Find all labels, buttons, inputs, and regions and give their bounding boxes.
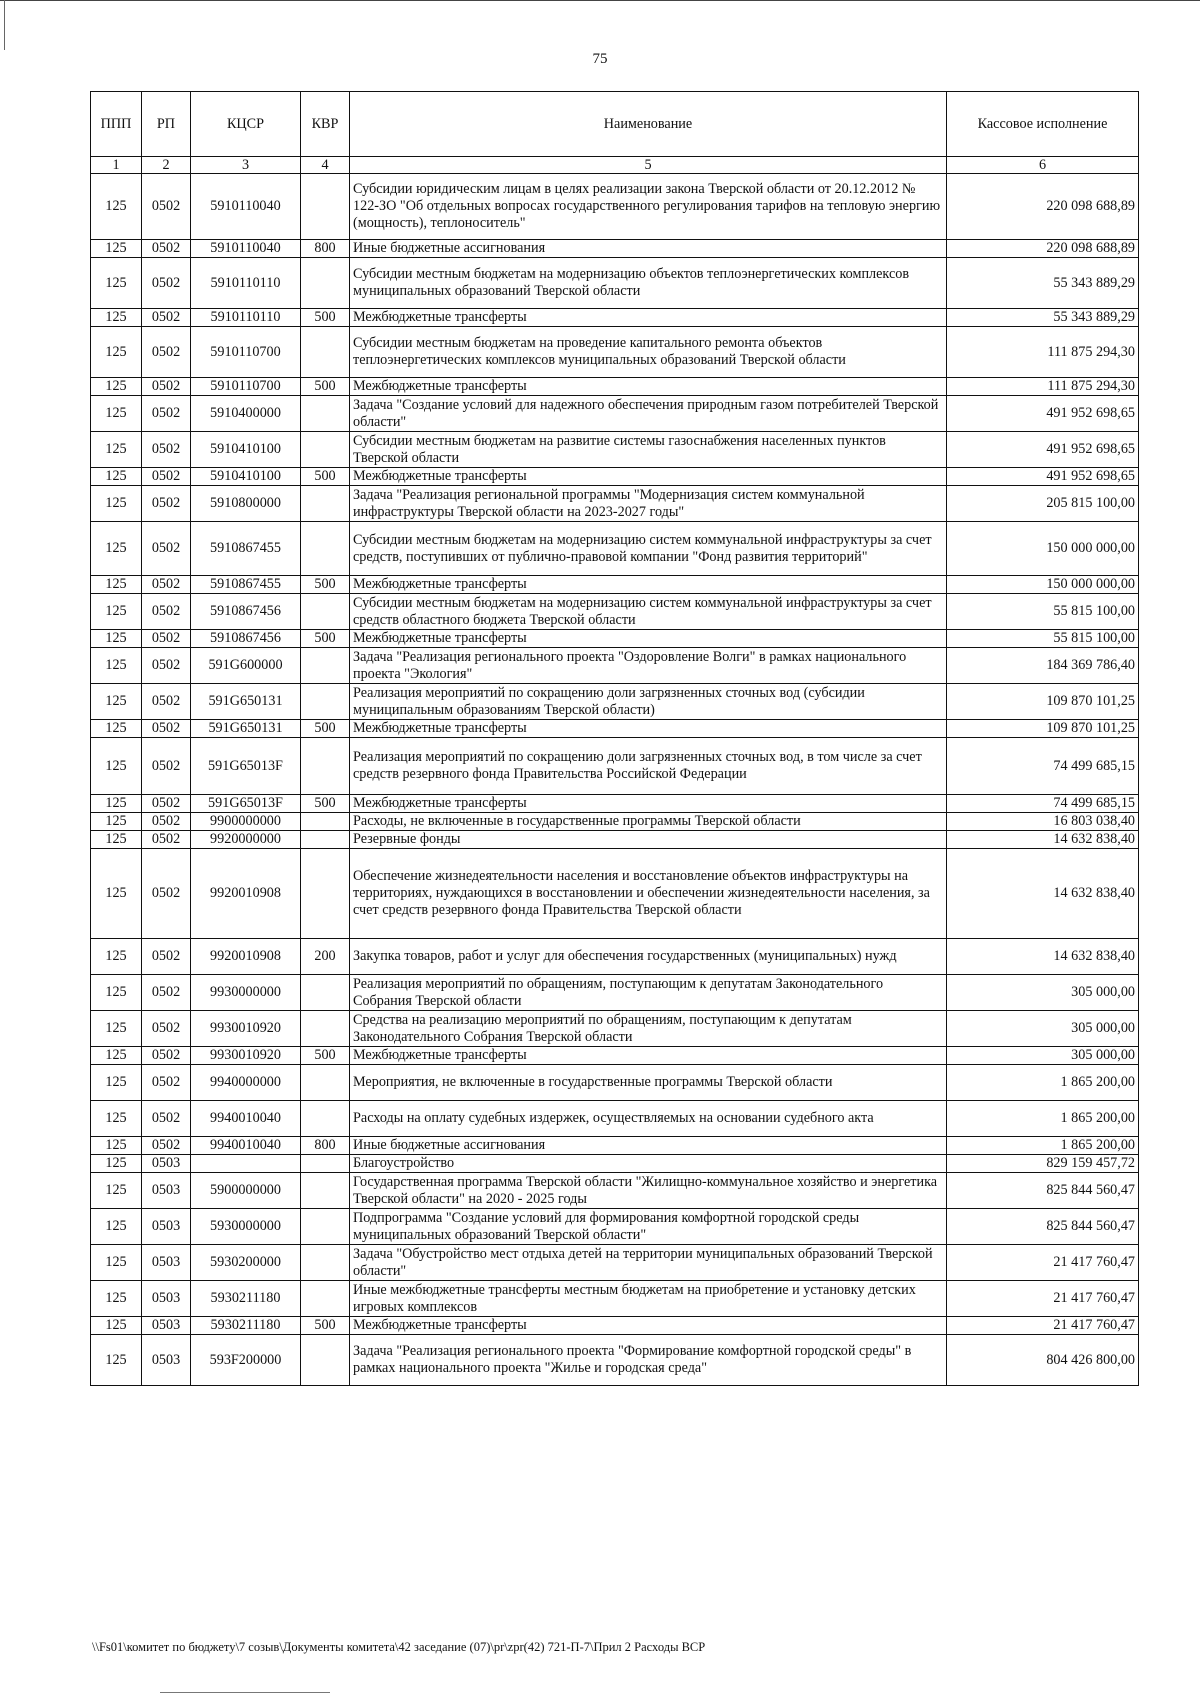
cell-ppp: 125 xyxy=(91,378,142,396)
cell-ppp: 125 xyxy=(91,240,142,258)
cell-kcsr: 5930000000 xyxy=(191,1209,301,1245)
cell-kvr xyxy=(301,813,350,831)
cell-rp: 0503 xyxy=(142,1245,191,1281)
cell-kcsr: 593F200000 xyxy=(191,1335,301,1386)
cell-ppp: 125 xyxy=(91,684,142,720)
cell-amount: 74 499 685,15 xyxy=(947,738,1139,795)
cell-rp: 0502 xyxy=(142,240,191,258)
cell-name: Межбюджетные трансферты xyxy=(350,1317,947,1335)
cell-ppp: 125 xyxy=(91,1173,142,1209)
cell-name: Государственная программа Тверской области "Жилищно-коммунальное хозяйство и энергетика Тверской области" на 2020 - 2025 годы xyxy=(350,1173,947,1209)
cell-kvr xyxy=(301,1281,350,1317)
cell-ppp: 125 xyxy=(91,1065,142,1101)
cell-ppp: 125 xyxy=(91,849,142,939)
budget-table xyxy=(90,91,1139,1386)
column-number: 1 xyxy=(91,157,142,174)
table-row xyxy=(91,594,1139,630)
cell-rp: 0503 xyxy=(142,1173,191,1209)
cell-amount: 491 952 698,65 xyxy=(947,468,1139,486)
cell-name: Благоустройство xyxy=(350,1155,947,1173)
cell-rp: 0502 xyxy=(142,1011,191,1047)
footer-file-path: \\Fs01\комитет по бюджету\7 созыв\Документы комитета\42 заседание (07)\pr\zpr(42) 721-П-7\Прил 2 Расходы ВСР xyxy=(92,1640,706,1654)
cell-ppp: 125 xyxy=(91,1101,142,1137)
cell-amount: 14 632 838,40 xyxy=(947,831,1139,849)
cell-name: Реализация мероприятий по обращениям, поступающим к депутатам Законодательного Собрания Тверской области xyxy=(350,975,947,1011)
table-row xyxy=(91,522,1139,576)
cell-kvr: 500 xyxy=(301,468,350,486)
cell-kcsr: 9920010908 xyxy=(191,939,301,975)
cell-name: Межбюджетные трансферты xyxy=(350,630,947,648)
table-row xyxy=(91,486,1139,522)
cell-rp: 0502 xyxy=(142,378,191,396)
cell-kvr: 800 xyxy=(301,240,350,258)
header-kcsr: КЦСР xyxy=(191,92,301,157)
cell-kcsr: 9930000000 xyxy=(191,975,301,1011)
table-row xyxy=(91,720,1139,738)
cell-kvr xyxy=(301,684,350,720)
header-name: Наименование xyxy=(350,92,947,157)
cell-amount: 21 417 760,47 xyxy=(947,1317,1139,1335)
cell-name: Задача "Создание условий для надежного обеспечения природным газом потребителей Тверской области" xyxy=(350,396,947,432)
cell-kcsr: 9900000000 xyxy=(191,813,301,831)
cell-ppp: 125 xyxy=(91,831,142,849)
cell-kcsr: 591G65013F xyxy=(191,738,301,795)
cell-rp: 0502 xyxy=(142,174,191,240)
table-row xyxy=(91,1335,1139,1386)
table-row xyxy=(91,174,1139,240)
cell-kcsr: 5930200000 xyxy=(191,1245,301,1281)
cell-name: Подпрограмма "Создание условий для формирования комфортной городской среды муниципальных образований Тверской области" xyxy=(350,1209,947,1245)
cell-amount: 205 815 100,00 xyxy=(947,486,1139,522)
cell-name: Иные бюджетные ассигнования xyxy=(350,240,947,258)
cell-kvr xyxy=(301,738,350,795)
cell-kcsr: 591G650131 xyxy=(191,684,301,720)
cell-ppp: 125 xyxy=(91,432,142,468)
table-row xyxy=(91,975,1139,1011)
cell-kcsr: 9940010040 xyxy=(191,1137,301,1155)
cell-amount: 1 865 200,00 xyxy=(947,1137,1139,1155)
cell-kvr: 500 xyxy=(301,795,350,813)
cell-amount: 184 369 786,40 xyxy=(947,648,1139,684)
table-row xyxy=(91,849,1139,939)
cell-kvr xyxy=(301,1209,350,1245)
cell-name: Закупка товаров, работ и услуг для обеспечения государственных (муниципальных) нужд xyxy=(350,939,947,975)
cell-name: Межбюджетные трансферты xyxy=(350,378,947,396)
table-row xyxy=(91,831,1139,849)
cell-kcsr: 5910410100 xyxy=(191,468,301,486)
cell-rp: 0502 xyxy=(142,1047,191,1065)
column-number: 4 xyxy=(301,157,350,174)
cell-rp: 0503 xyxy=(142,1335,191,1386)
cell-name: Иные межбюджетные трансферты местным бюджетам на приобретение и установку детских игровых комплексов xyxy=(350,1281,947,1317)
cell-rp: 0502 xyxy=(142,831,191,849)
table-row xyxy=(91,1245,1139,1281)
cell-ppp: 125 xyxy=(91,396,142,432)
cell-name: Задача "Реализация региональной программы "Модернизация систем коммунальной инфраструктуры Тверской области на 2023-2027 годы" xyxy=(350,486,947,522)
table-row xyxy=(91,468,1139,486)
cell-amount: 491 952 698,65 xyxy=(947,432,1139,468)
cell-name: Субсидии местным бюджетам на модернизацию систем коммунальной инфраструктуры за счет средств областного бюджета Тверской области xyxy=(350,594,947,630)
cell-name: Обеспечение жизнедеятельности населения и восстановление объектов инфраструктуры на территориях, нуждающихся в восстановлении и обеспечении жизнедеятельности населения, за счет средств резервного фонда Правительства Тверской области xyxy=(350,849,947,939)
table-row xyxy=(91,1137,1139,1155)
cell-kcsr: 5910110040 xyxy=(191,174,301,240)
cell-amount: 74 499 685,15 xyxy=(947,795,1139,813)
cell-kvr xyxy=(301,486,350,522)
cell-ppp: 125 xyxy=(91,174,142,240)
cell-kcsr: 5900000000 xyxy=(191,1173,301,1209)
cell-ppp: 125 xyxy=(91,1047,142,1065)
table-row xyxy=(91,648,1139,684)
cell-kcsr: 5910867456 xyxy=(191,594,301,630)
table-row xyxy=(91,1047,1139,1065)
cell-amount: 305 000,00 xyxy=(947,975,1139,1011)
cell-amount: 109 870 101,25 xyxy=(947,684,1139,720)
cell-amount: 305 000,00 xyxy=(947,1011,1139,1047)
cell-amount: 150 000 000,00 xyxy=(947,576,1139,594)
cell-name: Задача "Обустройство мест отдыха детей на территории муниципальных образований Тверской области" xyxy=(350,1245,947,1281)
cell-kcsr: 9920010908 xyxy=(191,849,301,939)
header-row xyxy=(91,92,1139,157)
cell-amount: 804 426 800,00 xyxy=(947,1335,1139,1386)
cell-name: Задача "Реализация регионального проекта "Оздоровление Волги" в рамках национального проекта "Экология" xyxy=(350,648,947,684)
cell-name: Межбюджетные трансферты xyxy=(350,576,947,594)
header-amount: Кассовое исполнение xyxy=(947,92,1139,157)
table-row xyxy=(91,1011,1139,1047)
cell-rp: 0503 xyxy=(142,1209,191,1245)
cell-rp: 0502 xyxy=(142,648,191,684)
table-row xyxy=(91,432,1139,468)
table-row xyxy=(91,240,1139,258)
cell-kcsr xyxy=(191,1155,301,1173)
cell-kvr xyxy=(301,594,350,630)
cell-ppp: 125 xyxy=(91,1317,142,1335)
cell-amount: 491 952 698,65 xyxy=(947,396,1139,432)
cell-rp: 0502 xyxy=(142,396,191,432)
cell-name: Субсидии местным бюджетам на проведение капитального ремонта объектов теплоэнергетических комплексов муниципальных образований Тверской области xyxy=(350,327,947,378)
cell-kcsr: 9920000000 xyxy=(191,831,301,849)
cell-kvr xyxy=(301,1155,350,1173)
table-row xyxy=(91,378,1139,396)
cell-rp: 0502 xyxy=(142,522,191,576)
cell-ppp: 125 xyxy=(91,1137,142,1155)
cell-name: Субсидии местным бюджетам на модернизацию объектов теплоэнергетических комплексов муниципальных образований Тверской области xyxy=(350,258,947,309)
column-number: 2 xyxy=(142,157,191,174)
table-row xyxy=(91,1065,1139,1101)
cell-kcsr: 5910110110 xyxy=(191,258,301,309)
cell-name: Резервные фонды xyxy=(350,831,947,849)
cell-kvr xyxy=(301,1335,350,1386)
cell-rp: 0502 xyxy=(142,576,191,594)
cell-rp: 0502 xyxy=(142,738,191,795)
cell-name: Межбюджетные трансферты xyxy=(350,468,947,486)
cell-rp: 0502 xyxy=(142,975,191,1011)
cell-kcsr: 5910110040 xyxy=(191,240,301,258)
cell-kvr xyxy=(301,432,350,468)
cell-amount: 825 844 560,47 xyxy=(947,1173,1139,1209)
table-row xyxy=(91,576,1139,594)
cell-kvr xyxy=(301,831,350,849)
cell-ppp: 125 xyxy=(91,975,142,1011)
cell-kcsr: 5910800000 xyxy=(191,486,301,522)
cell-name: Межбюджетные трансферты xyxy=(350,309,947,327)
cell-rp: 0502 xyxy=(142,939,191,975)
scan-border-left xyxy=(4,0,5,50)
cell-amount: 305 000,00 xyxy=(947,1047,1139,1065)
cell-kcsr: 9940010040 xyxy=(191,1101,301,1137)
cell-name: Межбюджетные трансферты xyxy=(350,1047,947,1065)
cell-name: Мероприятия, не включенные в государственные программы Тверской области xyxy=(350,1065,947,1101)
table-row xyxy=(91,684,1139,720)
table-row xyxy=(91,258,1139,309)
cell-ppp: 125 xyxy=(91,1155,142,1173)
cell-kvr: 500 xyxy=(301,576,350,594)
cell-amount: 220 098 688,89 xyxy=(947,174,1139,240)
cell-rp: 0502 xyxy=(142,630,191,648)
table-row xyxy=(91,1209,1139,1245)
cell-rp: 0502 xyxy=(142,813,191,831)
header-rp: РП xyxy=(142,92,191,157)
cell-rp: 0502 xyxy=(142,594,191,630)
cell-amount: 111 875 294,30 xyxy=(947,378,1139,396)
cell-name: Субсидии местным бюджетам на модернизацию систем коммунальной инфраструктуры за счет средств, поступивших от публично-правовой компании "Фонд развития территорий" xyxy=(350,522,947,576)
cell-name: Расходы, не включенные в государственные программы Тверской области xyxy=(350,813,947,831)
cell-ppp: 125 xyxy=(91,1335,142,1386)
cell-kcsr: 5910867456 xyxy=(191,630,301,648)
cell-ppp: 125 xyxy=(91,594,142,630)
cell-amount: 220 098 688,89 xyxy=(947,240,1139,258)
table-row xyxy=(91,309,1139,327)
cell-rp: 0502 xyxy=(142,684,191,720)
table-row xyxy=(91,1173,1139,1209)
cell-amount: 825 844 560,47 xyxy=(947,1209,1139,1245)
cell-kcsr: 591G650131 xyxy=(191,720,301,738)
cell-rp: 0502 xyxy=(142,309,191,327)
cell-kvr xyxy=(301,522,350,576)
cell-amount: 109 870 101,25 xyxy=(947,720,1139,738)
cell-amount: 55 815 100,00 xyxy=(947,594,1139,630)
cell-kcsr: 5910867455 xyxy=(191,522,301,576)
cell-rp: 0502 xyxy=(142,849,191,939)
cell-rp: 0502 xyxy=(142,468,191,486)
cell-kvr xyxy=(301,975,350,1011)
cell-kvr xyxy=(301,648,350,684)
cell-kvr: 500 xyxy=(301,630,350,648)
cell-ppp: 125 xyxy=(91,468,142,486)
cell-kcsr: 9930010920 xyxy=(191,1047,301,1065)
cell-kcsr: 5910410100 xyxy=(191,432,301,468)
cell-amount: 829 159 457,72 xyxy=(947,1155,1139,1173)
cell-ppp: 125 xyxy=(91,1281,142,1317)
cell-name: Реализация мероприятий по сокращению доли загрязненных сточных вод, в том числе за счет средств резервного фонда Правительства Российской Федерации xyxy=(350,738,947,795)
column-number: 3 xyxy=(191,157,301,174)
cell-rp: 0502 xyxy=(142,432,191,468)
cell-amount: 55 343 889,29 xyxy=(947,258,1139,309)
cell-rp: 0503 xyxy=(142,1155,191,1173)
cell-amount: 150 000 000,00 xyxy=(947,522,1139,576)
cell-amount: 14 632 838,40 xyxy=(947,939,1139,975)
cell-kcsr: 5910867455 xyxy=(191,576,301,594)
column-number-row xyxy=(91,157,1139,174)
cell-name: Иные бюджетные ассигнования xyxy=(350,1137,947,1155)
cell-rp: 0502 xyxy=(142,720,191,738)
table-row xyxy=(91,1155,1139,1173)
cell-amount: 21 417 760,47 xyxy=(947,1281,1139,1317)
table-row xyxy=(91,939,1139,975)
cell-kcsr: 5910110700 xyxy=(191,378,301,396)
cell-kvr xyxy=(301,1245,350,1281)
cell-amount: 21 417 760,47 xyxy=(947,1245,1139,1281)
cell-name: Расходы на оплату судебных издержек, осуществляемых на основании судебного акта xyxy=(350,1101,947,1137)
scan-border-bottom xyxy=(160,1692,330,1693)
cell-kcsr: 591G600000 xyxy=(191,648,301,684)
cell-rp: 0502 xyxy=(142,1065,191,1101)
cell-kvr: 500 xyxy=(301,378,350,396)
header-ppp: ППП xyxy=(91,92,142,157)
cell-kvr xyxy=(301,849,350,939)
table-row xyxy=(91,1101,1139,1137)
cell-kvr: 200 xyxy=(301,939,350,975)
cell-amount: 55 815 100,00 xyxy=(947,630,1139,648)
cell-kvr xyxy=(301,174,350,240)
cell-ppp: 125 xyxy=(91,576,142,594)
cell-ppp: 125 xyxy=(91,1011,142,1047)
cell-ppp: 125 xyxy=(91,522,142,576)
cell-ppp: 125 xyxy=(91,1245,142,1281)
cell-kvr xyxy=(301,1011,350,1047)
cell-kvr xyxy=(301,1065,350,1101)
table-row xyxy=(91,795,1139,813)
cell-amount: 1 865 200,00 xyxy=(947,1065,1139,1101)
cell-rp: 0502 xyxy=(142,327,191,378)
cell-name: Межбюджетные трансферты xyxy=(350,720,947,738)
cell-rp: 0503 xyxy=(142,1317,191,1335)
cell-kvr xyxy=(301,1101,350,1137)
cell-ppp: 125 xyxy=(91,738,142,795)
header-kvr: КВР xyxy=(301,92,350,157)
cell-name: Реализация мероприятий по сокращению доли загрязненных сточных вод (субсидии муниципальным образованиям Тверской области) xyxy=(350,684,947,720)
cell-rp: 0503 xyxy=(142,1281,191,1317)
cell-rp: 0502 xyxy=(142,258,191,309)
cell-rp: 0502 xyxy=(142,1137,191,1155)
cell-amount: 111 875 294,30 xyxy=(947,327,1139,378)
cell-kvr xyxy=(301,396,350,432)
table-body xyxy=(91,174,1139,1386)
table-row xyxy=(91,1317,1139,1335)
page-number: 75 xyxy=(592,51,608,67)
cell-rp: 0502 xyxy=(142,795,191,813)
cell-kvr xyxy=(301,327,350,378)
cell-kcsr: 5930211180 xyxy=(191,1317,301,1335)
cell-kvr: 500 xyxy=(301,720,350,738)
cell-ppp: 125 xyxy=(91,648,142,684)
column-number: 6 xyxy=(947,157,1139,174)
cell-name: Средства на реализацию мероприятий по обращениям, поступающим к депутатам Законодательного Собрания Тверской области xyxy=(350,1011,947,1047)
cell-kvr: 500 xyxy=(301,1317,350,1335)
cell-kcsr: 9940000000 xyxy=(191,1065,301,1101)
cell-amount: 55 343 889,29 xyxy=(947,309,1139,327)
cell-kvr: 500 xyxy=(301,309,350,327)
table-row xyxy=(91,327,1139,378)
cell-kcsr: 5930211180 xyxy=(191,1281,301,1317)
cell-kcsr: 9930010920 xyxy=(191,1011,301,1047)
cell-amount: 16 803 038,40 xyxy=(947,813,1139,831)
cell-ppp: 125 xyxy=(91,720,142,738)
cell-name: Субсидии юридическим лицам в целях реализации закона Тверской области от 20.12.2012 № 122-ЗО "Об отдельных вопросах государственного регулирования тарифов на тепловую энергию (мощность), теплоноситель" xyxy=(350,174,947,240)
column-number: 5 xyxy=(350,157,947,174)
table-row xyxy=(91,738,1139,795)
cell-kvr xyxy=(301,258,350,309)
cell-ppp: 125 xyxy=(91,327,142,378)
cell-kcsr: 5910110700 xyxy=(191,327,301,378)
cell-ppp: 125 xyxy=(91,813,142,831)
cell-name: Задача "Реализация регионального проекта "Формирование комфортной городской среды" в рамках национального проекта "Жилье и городская среда" xyxy=(350,1335,947,1386)
cell-kvr xyxy=(301,1173,350,1209)
table-row xyxy=(91,1281,1139,1317)
cell-name: Субсидии местным бюджетам на развитие системы газоснабжения населенных пунктов Тверской области xyxy=(350,432,947,468)
cell-kvr: 800 xyxy=(301,1137,350,1155)
cell-ppp: 125 xyxy=(91,258,142,309)
table-row xyxy=(91,396,1139,432)
cell-ppp: 125 xyxy=(91,939,142,975)
cell-kcsr: 5910400000 xyxy=(191,396,301,432)
cell-ppp: 125 xyxy=(91,630,142,648)
table-row xyxy=(91,813,1139,831)
scan-border-top xyxy=(0,0,1200,3)
table-row xyxy=(91,630,1139,648)
cell-rp: 0502 xyxy=(142,1101,191,1137)
cell-ppp: 125 xyxy=(91,795,142,813)
cell-name: Межбюджетные трансферты xyxy=(350,795,947,813)
cell-ppp: 125 xyxy=(91,486,142,522)
cell-kvr: 500 xyxy=(301,1047,350,1065)
cell-kcsr: 591G65013F xyxy=(191,795,301,813)
cell-ppp: 125 xyxy=(91,1209,142,1245)
cell-amount: 14 632 838,40 xyxy=(947,849,1139,939)
cell-ppp: 125 xyxy=(91,309,142,327)
cell-rp: 0502 xyxy=(142,486,191,522)
cell-kcsr: 5910110110 xyxy=(191,309,301,327)
cell-amount: 1 865 200,00 xyxy=(947,1101,1139,1137)
